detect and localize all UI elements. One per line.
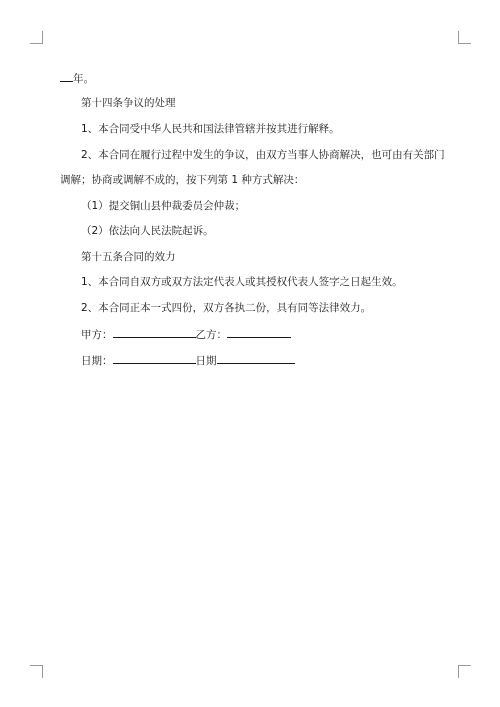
document-page bbox=[60, 0, 455, 707]
signature-party-line bbox=[81, 326, 291, 342]
year-line bbox=[60, 70, 94, 86]
article15-title: 第十五条合同的效力 bbox=[81, 251, 176, 263]
article14-option-1: （1）提交铜山县仲裁委员会仲裁； bbox=[81, 200, 246, 212]
year-blank bbox=[60, 70, 73, 82]
party-a-label: 甲方： bbox=[81, 329, 113, 341]
crop-mark-bottom-left bbox=[30, 665, 43, 678]
party-b-blank bbox=[227, 326, 291, 338]
article15-paragraph-2: 2、本合同正本一式四份，双方各执二份，具有同等法律效力。 bbox=[81, 302, 372, 314]
date-b-blank bbox=[217, 352, 295, 364]
year-suffix: 年。 bbox=[73, 73, 94, 85]
article14-title: 第十四条争议的处理 bbox=[81, 97, 176, 109]
crop-mark-top-right bbox=[458, 31, 471, 44]
article14-option-2: （2）依法向人民法院起诉。 bbox=[81, 225, 214, 237]
party-a-blank bbox=[113, 326, 196, 338]
date-a-blank bbox=[113, 352, 196, 364]
party-b-label: 乙方： bbox=[195, 329, 227, 341]
date-b-label: 日期 bbox=[195, 355, 217, 367]
signature-date-line bbox=[81, 352, 295, 368]
date-a-label: 日期： bbox=[81, 355, 113, 367]
article15-paragraph-1: 1、本合同自双方或双方法定代表人或其授权代表人签字之日起生效。 bbox=[81, 276, 403, 288]
crop-mark-bottom-right bbox=[458, 665, 471, 678]
crop-mark-top-left bbox=[30, 31, 43, 44]
article14-paragraph-2-line-2: 调解；协商或调解不成的，按下列第 1 种方式解决： bbox=[60, 174, 305, 186]
article14-paragraph-1: 1、本合同受中华人民共和国法律管辖并按其进行解释。 bbox=[81, 123, 340, 135]
article14-paragraph-2-line-1: 2、本合同在履行过程中发生的争议，由双方当事人协商解决，也可由有关部门 bbox=[81, 149, 445, 161]
